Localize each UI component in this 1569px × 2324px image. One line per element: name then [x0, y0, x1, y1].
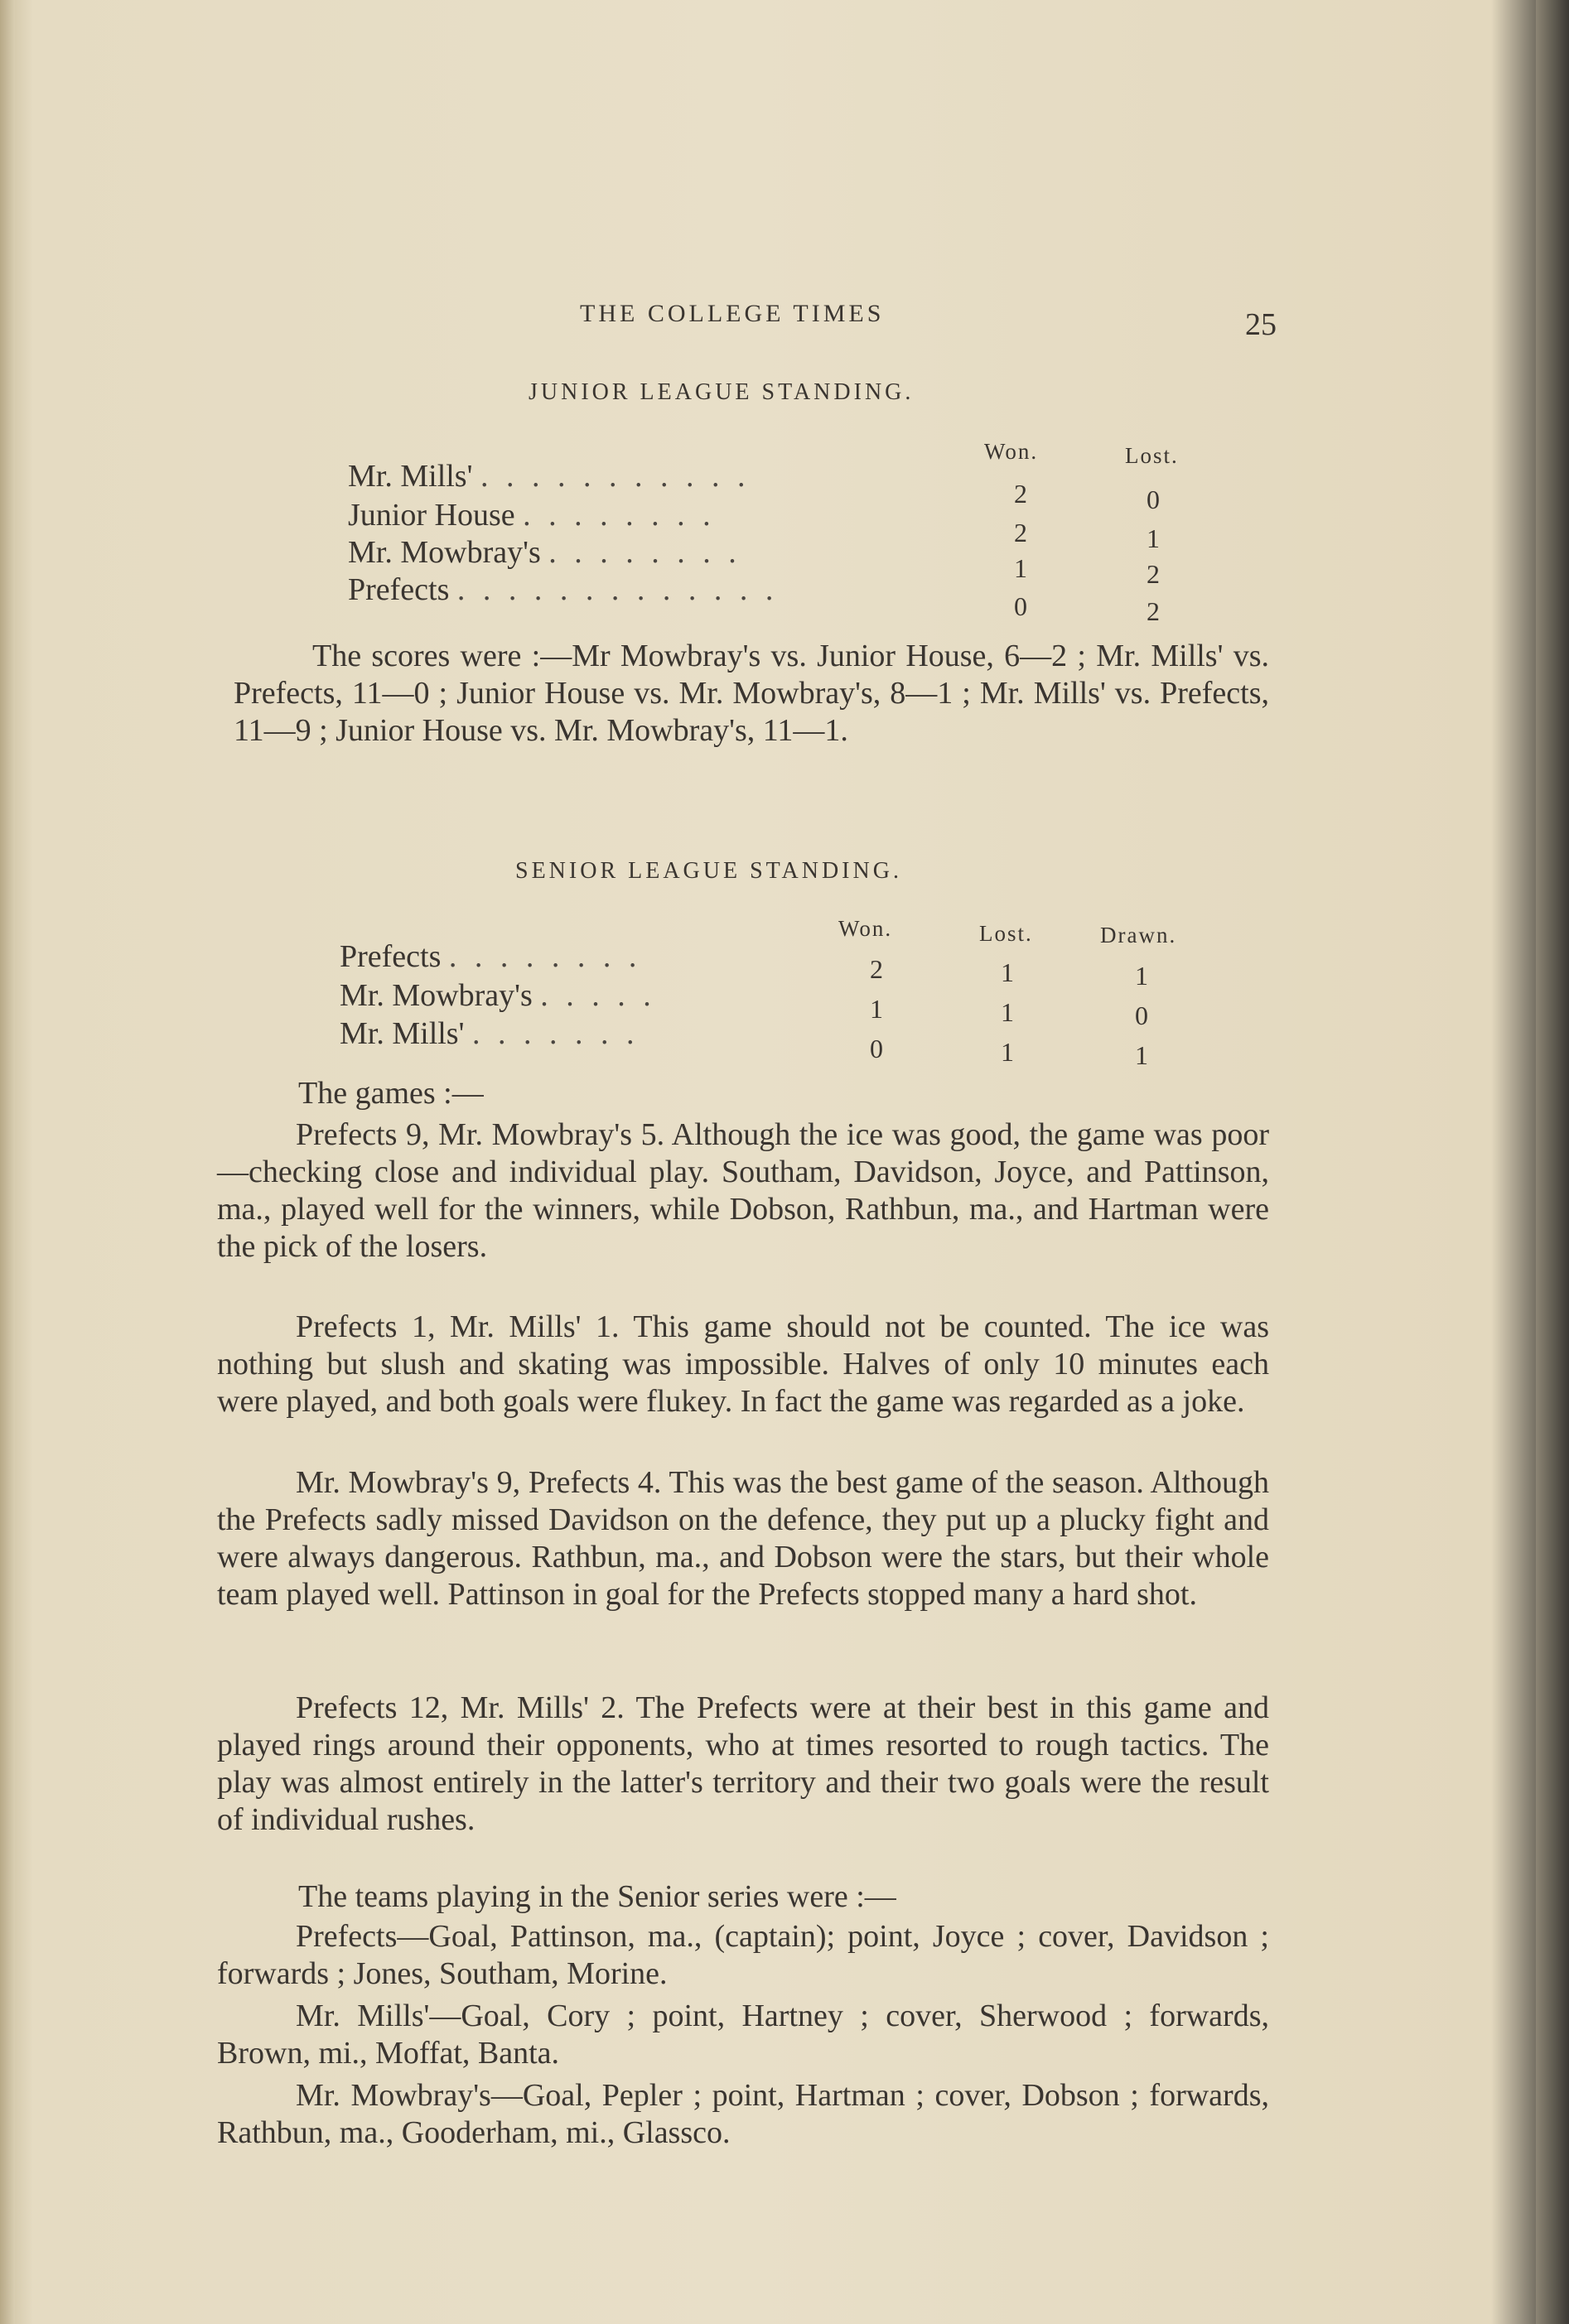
teams-paragraph-1: [217, 1918, 1269, 1993]
teams-paragraph-2: [217, 1998, 1269, 2072]
lost-value: 1: [1147, 523, 1160, 553]
games-paragraph-2: [217, 1309, 1269, 1420]
page-edge-shadow: [1536, 0, 1569, 2324]
leader-dots: . . . . . . . . . . . . .: [456, 572, 779, 607]
games-paragraph-1: [217, 1116, 1269, 1266]
won-value: 1: [870, 994, 883, 1024]
team-name: Prefects: [340, 939, 442, 974]
team-lineup: Prefects—Goal, Pattinson, ma., (captain); point, Joyce ; cover, Davidson ; forwards ; Jones, Southam, Morine.: [217, 1919, 1269, 1991]
won-value: 2: [1014, 518, 1027, 547]
won-value: 0: [870, 1034, 883, 1063]
games-intro: The games :—: [298, 1076, 484, 1111]
scores-text: The scores were :—Mr Mowbray's vs. Junior House, 6—2 ; Mr. Mills' vs. Prefects, 11—0 ; Junior House vs. Mr. Mowbray's, 8—1 ; Mr. Mills' vs. Prefects, 11—9 ; Junior House vs. Mr. Mowbray's, 11—1.: [234, 639, 1269, 748]
game-report: Prefects 1, Mr. Mills' 1. This game should not be counted. The ice was nothing but slush and skating was impossible. Halves of only 10 minutes each were played, and both goals were flukey. In fact the game was regarded as a joke.: [217, 1309, 1269, 1419]
junior-scores-paragraph: [234, 638, 1269, 750]
teams-intro: The teams playing in the Senior series were :—: [298, 1879, 896, 1914]
team-lineup: Mr. Mills'—Goal, Cory ; point, Hartney ; cover, Sherwood ; forwards, Brown, mi., Moffat, Banta.: [217, 1999, 1269, 2071]
senior-league-title: SENIOR LEAGUE STANDING.: [515, 858, 902, 884]
senior-lost-header: Lost.: [979, 921, 1033, 946]
junior-won-header: Won.: [984, 439, 1039, 464]
team-name: Junior House: [348, 498, 515, 533]
leader-dots: . . . . . . . .: [548, 535, 741, 570]
junior-lost-header: Lost.: [1125, 443, 1179, 468]
game-report: Prefects 9, Mr. Mowbray's 5. Although the ice was good, the game was poor—checking close and individual play. Southam, Davidson, Joyce, and Pattinson, ma., played well for the winners, while Dobson, Rathbun, ma., and Hartman were the pick of the losers.: [217, 1117, 1269, 1264]
junior-league-title: JUNIOR LEAGUE STANDING.: [529, 379, 915, 405]
lost-value: 1: [1001, 997, 1014, 1027]
senior-won-header: Won.: [838, 916, 893, 941]
lost-value: 1: [1001, 1037, 1014, 1067]
games-paragraph-4: [217, 1690, 1269, 1839]
senior-drawn-header: Drawn.: [1100, 923, 1177, 947]
leader-dots: . . . . . . . .: [523, 498, 716, 533]
team-name: Mr. Mowbray's: [340, 978, 533, 1013]
drawn-value: 1: [1135, 961, 1148, 991]
game-report: Mr. Mowbray's 9, Prefects 4. This was the best game of the season. Although the Prefects sadly missed Davidson on the defence, they put up a plucky fight and were always dangerous. Rathbun, ma., and Dobson were the stars, but their whole team played well. Pattinson in goal for the Prefects stopped many a hard shot.: [217, 1465, 1269, 1612]
running-title: THE COLLEGE TIMES: [580, 300, 885, 327]
team-lineup: Mr. Mowbray's—Goal, Pepler ; point, Hartman ; cover, Dobson ; forwards, Rathbun, ma., Gooderham, mi., Glassco.: [217, 2078, 1269, 2150]
lost-value: 0: [1147, 485, 1160, 514]
games-paragraph-3: [217, 1464, 1269, 1613]
page-number: 25: [1245, 307, 1277, 342]
won-value: 1: [1014, 553, 1027, 583]
teams-paragraph-3: [217, 2077, 1269, 2152]
lost-value: 1: [1001, 957, 1014, 987]
won-value: 2: [870, 954, 883, 984]
won-value: 2: [1014, 479, 1027, 509]
team-name: Prefects: [348, 572, 450, 607]
won-value: 0: [1014, 591, 1027, 621]
lost-value: 2: [1147, 559, 1160, 589]
leader-dots: . . . . .: [540, 978, 656, 1013]
leader-dots: . . . . . . .: [471, 1016, 640, 1051]
team-name: Mr. Mills': [340, 1016, 465, 1051]
game-report: Prefects 12, Mr. Mills' 2. The Prefects were at their best in this game and played rings around their opponents, who at times resorted to rough tactics. The play was almost entirely in the latter's territory and their two goals were the result of individual rushes.: [217, 1690, 1269, 1837]
leader-dots: . . . . . . . .: [448, 939, 642, 974]
team-name: Mr. Mills': [348, 459, 473, 494]
drawn-value: 0: [1135, 1000, 1148, 1030]
team-name: Mr. Mowbray's: [348, 535, 541, 570]
lost-value: 2: [1147, 596, 1160, 626]
book-spine-shadow: [0, 0, 15, 2324]
drawn-value: 1: [1135, 1040, 1148, 1070]
leader-dots: . . . . . . . . . . .: [480, 459, 751, 494]
